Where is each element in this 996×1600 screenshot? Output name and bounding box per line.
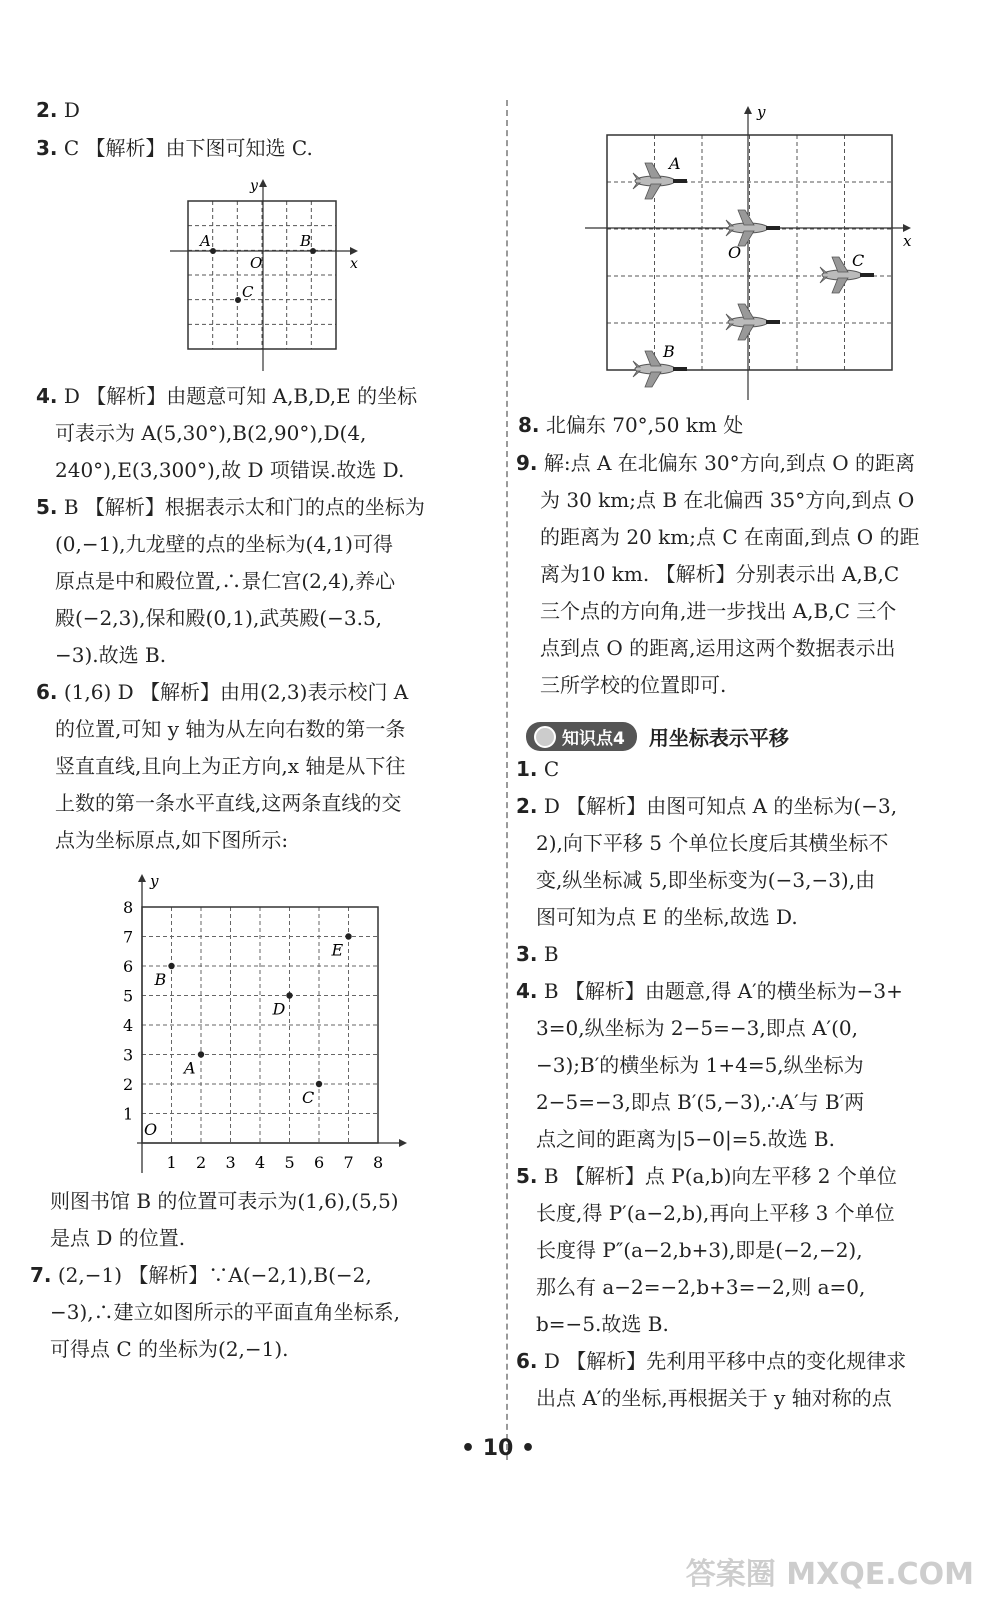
x-tick-label: 3 [225, 1153, 236, 1172]
answer-8: 8. 北偏东 70°,50 km 处 [518, 413, 744, 437]
fig3-label-y: y [250, 178, 258, 194]
answer-5-line-3: 原点是中和殿位置,∴景仁宫(2,4),养心 [55, 569, 396, 593]
y-tick-label: 7 [123, 927, 134, 947]
kp-answer-5-line-5: b=−5.故选 B. [536, 1312, 669, 1336]
kp-answer-4-line-5: 点之间的距离为|5−0|=5.故选 B. [536, 1127, 835, 1151]
kp-answer-4-line-4: 2−5=−3,即点 B′(5,−3),∴A′与 B′两 [536, 1090, 865, 1114]
airplane-icon [820, 257, 874, 293]
fig7-label-y: y [757, 103, 766, 121]
kp-answer-2-line-2: 2),向下平移 5 个单位长度后其横坐标不 [536, 831, 889, 855]
origin-label: O [144, 1120, 158, 1139]
x-tick-label: 6 [314, 1153, 325, 1172]
x-tick-label: 7 [343, 1153, 354, 1172]
answer-4-line-1: 4. D 【解析】由题意可知 A,B,D,E 的坐标 [36, 384, 418, 408]
kp-answer-4-line-2: 3=0,纵坐标为 2−5=−3,即点 A′(0, [536, 1016, 858, 1040]
fig7-label-c: C [852, 251, 865, 270]
answer-9-line-5: 三个点的方向角,进一步找出 A,B,C 三个 [540, 599, 897, 623]
y-tick-label: 3 [123, 1045, 134, 1065]
kp-answer-2-line-4: 图可知为点 E 的坐标,故选 D. [536, 905, 798, 929]
point-label-c: C [302, 1088, 315, 1107]
y-tick-label: 8 [123, 898, 134, 917]
answer-5-line-5: −3).故选 B. [55, 643, 167, 667]
figure-q6-grid [112, 870, 412, 1175]
kp-answer-5-line-3: 长度得 P″(a−2,b+3),即是(−2,−2), [536, 1238, 863, 1262]
point-label-b: B [154, 970, 167, 989]
answer-6b-line-2: 是点 D 的位置. [50, 1226, 186, 1250]
kp-answer-4-line-3: −3);B′的横坐标为 1+4=5,纵坐标为 [536, 1053, 864, 1077]
knowledge-point-badge: 知识点4 [526, 722, 637, 751]
airplane-icon [726, 210, 780, 246]
point-e [345, 933, 351, 939]
fig3-label-b: B [300, 232, 312, 250]
x-tick-label: 1 [166, 1153, 177, 1172]
kp-answer-2-line-1: 2. D 【解析】由图可知点 A 的坐标为(−3, [516, 794, 898, 818]
answer-6-line-4: 上数的第一条水平直线,这两条直线的交 [55, 791, 402, 815]
x-tick-label: 5 [284, 1153, 295, 1172]
point-a [198, 1051, 204, 1057]
fig3-label-o: O [250, 254, 263, 272]
kp-answer-4-line-1: 4. B 【解析】由题意,得 A′的横坐标为−3+ [516, 979, 903, 1003]
y-tick-label: 6 [123, 957, 134, 976]
answer-9-line-2: 为 30 km;点 B 在北偏西 35°方向,到点 O [540, 488, 915, 512]
point-d [286, 992, 292, 998]
kp-answer-5-line-4: 那么有 a−2=−2,b+3=−2,则 a=0, [536, 1275, 866, 1299]
figure-q3-grid [170, 176, 370, 371]
kp-answer-6-line-1: 6. D 【解析】先利用平移中点的变化规律求 [516, 1349, 907, 1373]
figure-q7-airplanes [585, 103, 925, 403]
answer-6-line-5: 点为坐标原点,如下图所示: [55, 828, 289, 852]
point-label-a: A [184, 1058, 196, 1078]
airplane-icon [633, 351, 687, 387]
answer-5-line-4: 殿(−2,3),保和殿(0,1),武英殿(−3.5, [55, 606, 383, 630]
answer-9-line-6: 点到点 O 的距离,运用这两个数据表示出 [540, 636, 896, 660]
point-label-e: E [331, 940, 344, 960]
y-axis-label: y [150, 872, 159, 890]
point-b [168, 963, 174, 969]
airplane-icon [726, 304, 780, 340]
fig3-label-x: x [350, 256, 358, 272]
column-divider [506, 100, 508, 1460]
answer-7-line-3: 可得点 C 的坐标为(2,−1). [50, 1337, 289, 1361]
answer-6-line-2: 的位置,可知 y 轴为从左向右数的第一条 [55, 717, 406, 741]
y-tick-label: 1 [123, 1104, 134, 1124]
x-tick-label: 2 [196, 1153, 207, 1172]
answer-9-line-3: 的距离为 20 km;点 C 在南面,到点 O 的距 [540, 525, 920, 549]
answer-5-line-1: 5. B 【解析】根据表示太和门的点的坐标为 [36, 495, 425, 519]
kp-answer-6-line-2: 出点 A′的坐标,再根据关于 y 轴对称的点 [536, 1386, 892, 1410]
fig3-label-a: A [200, 232, 211, 250]
kp-answer-5-line-2: 长度,得 P′(a−2,b),再向上平移 3 个单位 [536, 1201, 895, 1225]
fig7-label-o: O [728, 243, 742, 262]
fig7-label-b: B [663, 342, 675, 361]
answer-4-line-3: 240°),E(3,300°),故 D 项错误.故选 D. [55, 458, 405, 482]
fig3-label-c: C [242, 283, 254, 301]
answer-7-line-1: 7. (2,−1) 【解析】∵A(−2,1),B(−2, [30, 1263, 372, 1287]
answer-9-line-4: 离为10 km. 【解析】分别表示出 A,B,C [540, 562, 900, 586]
watermark-logo: 答案圈 MXQE.COM [685, 1557, 974, 1592]
ball-icon [534, 726, 556, 748]
answer-3: 3. C 【解析】由下图可知选 C. [36, 136, 313, 160]
answer-6-line-3: 竖直直线,且向上为正方向,x 轴是从下往 [55, 754, 406, 778]
y-tick-label: 5 [123, 986, 134, 1006]
answer-9-line-7: 三所学校的位置即可. [540, 673, 727, 697]
x-tick-label: 4 [255, 1153, 266, 1172]
answer-6-line-1: 6. (1,6) D 【解析】由用(2,3)表示校门 A [36, 680, 409, 704]
kp-answer-2-line-3: 变,纵坐标减 5,即坐标变为(−3,−3),由 [536, 868, 876, 892]
kp-answer-5-line-1: 5. B 【解析】点 P(a,b)向左平移 2 个单位 [516, 1164, 897, 1188]
knowledge-point-header [526, 722, 789, 751]
y-tick-label: 2 [123, 1075, 134, 1094]
kp-answer-3: 3. B [516, 942, 559, 966]
answer-9-line-1: 9. 解:点 A 在北偏东 30°方向,到点 O 的距离 [516, 451, 916, 475]
knowledge-point-title: 用坐标表示平移 [648, 726, 789, 750]
answer-7-line-2: −3),∴建立如图所示的平面直角坐标系, [50, 1300, 400, 1324]
fig7-label-x: x [903, 232, 912, 250]
point-c [316, 1081, 322, 1087]
page-number: • 10 • [460, 1436, 536, 1461]
answer-4-line-2: 可表示为 A(5,30°),B(2,90°),D(4, [55, 421, 367, 445]
fig7-label-a: A [669, 154, 681, 173]
point-label-d: D [272, 999, 286, 1019]
answer-6b-line-1: 则图书馆 B 的位置可表示为(1,6),(5,5) [50, 1189, 399, 1213]
answer-5-line-2: (0,−1),九龙壁的点的坐标为(4,1)可得 [55, 532, 393, 556]
y-tick-label: 4 [123, 1016, 134, 1035]
kp-answer-1: 1. C [516, 757, 560, 781]
answer-2: 2. D [36, 98, 80, 122]
x-tick-label: 8 [373, 1153, 384, 1172]
